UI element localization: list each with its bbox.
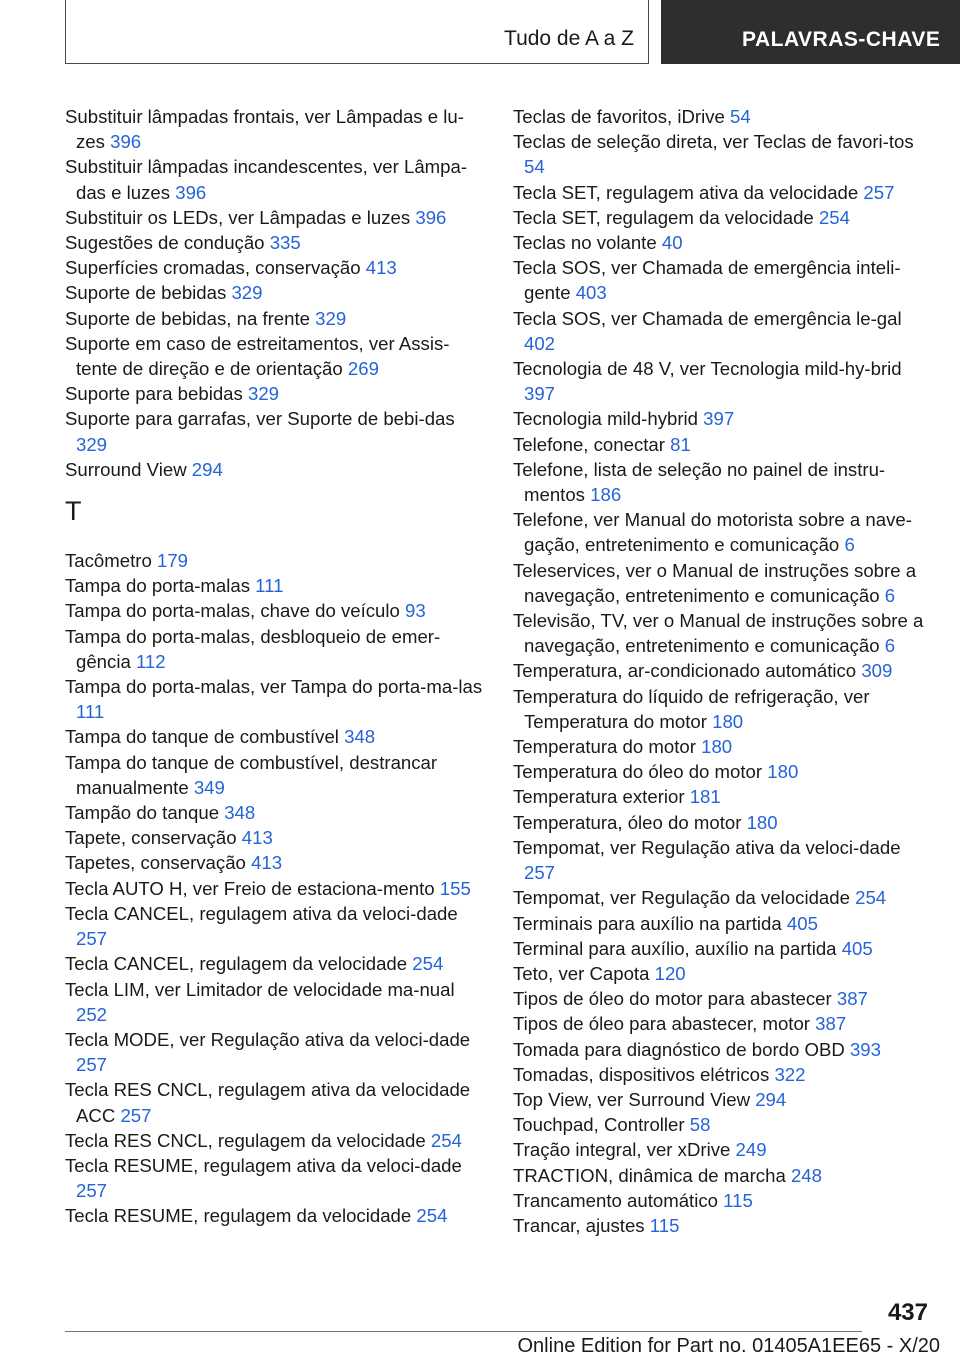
index-entry [65,901,485,951]
index-entry [65,1203,485,1228]
index-entry [65,154,485,204]
page-reference-link[interactable]: 249 [735,1139,767,1161]
index-entry [65,1027,485,1077]
index-entry-text: Telefone, ver Manual do motorista sobre a nave-gação, entretenimento e comunicação [513,509,912,556]
index-entry [65,977,485,1027]
index-entry [513,759,933,784]
index-entry [65,255,485,280]
page-reference-link[interactable]: 6 [884,584,896,606]
page-reference-link[interactable]: 111 [255,575,284,597]
index-entry [513,129,933,179]
index-entry-text: Teclas de favoritos, iDrive [513,106,725,127]
index-entry [65,280,485,305]
index-entry [513,1188,933,1213]
index-entry-text: Sugestões de condução [65,232,265,254]
page-reference-link[interactable]: 179 [156,550,189,572]
page-reference-link[interactable]: 180 [712,710,744,732]
page-reference-link[interactable]: 349 [193,776,225,798]
index-entry [65,331,485,381]
index-entry-text: Tomada para diagnóstico de bordo OBD [513,1038,845,1060]
index-entry [513,1112,933,1137]
index-entry-text: Teclas de seleção direta, ver Teclas de favori-tos [513,131,914,153]
index-entry [513,658,933,683]
index-entry-text: Tipos de óleo para abastecer, motor [513,1013,810,1035]
page-reference-link[interactable]: 405 [786,912,818,934]
index-entry-text: Telefone, lista de seleção no painel de instru-mentos [513,458,886,506]
index-entry-text: Tempomat, ver Regulação ativa da veloci-dade [513,836,901,858]
index-entry [65,381,485,406]
page-reference-link[interactable]: 387 [836,988,868,1010]
index-entry [65,624,485,674]
index-column-right [513,104,933,1238]
page-reference-link[interactable]: 257 [863,181,895,203]
page-reference-link[interactable]: 402 [524,332,556,354]
index-entry-text: Tomadas, dispositivos elétricos [513,1063,770,1085]
page-reference-link[interactable]: 54 [524,156,545,178]
page-reference-link[interactable]: 181 [689,786,721,808]
page-reference-link[interactable]: 180 [767,761,799,783]
index-entry-text: Tampão do tanque [65,802,220,824]
index-entry [65,850,485,875]
page-reference-link[interactable]: 393 [849,1038,881,1060]
page-reference-link[interactable]: 396 [175,181,207,203]
index-entry-text: Tecla CANCEL, regulagem ativa da veloci-dade [65,902,458,924]
index-entry-text: Televisão, TV, ver o Manual de instruções sobre a navegação, entretenimento e comunicação [513,610,924,657]
index-entry [513,961,933,986]
index-entry-text: Tapete, conservação [65,827,237,849]
page-reference-link[interactable]: 186 [590,484,622,506]
page-reference-link[interactable]: 348 [224,802,256,824]
index-entry-text: Terminal para auxílio, auxílio na partida [513,937,837,959]
index-entry-text: Temperatura do óleo do motor [513,761,763,783]
page-reference-link[interactable]: 155 [439,877,471,899]
index-entry-text: Substituir lâmpadas incandescentes, ver Lâmpa-das e luzes [65,156,468,203]
index-entry [513,1062,933,1087]
index-entry-text: Tecla LIM, ver Limitador de velocidade ma-nual [65,978,455,1000]
index-entry [65,598,485,623]
index-entry [65,457,485,482]
index-entry-text: Tecla SOS, ver Chamada de emergência le-gal [513,307,902,329]
index-entry-text: Temperatura, óleo do motor [513,811,742,833]
index-entry-text: Teclas no volante [513,232,657,254]
index-entry [513,810,933,835]
index-entry [65,951,485,976]
index-column-left [65,104,485,1229]
index-entry [65,1077,485,1127]
page-reference-link[interactable]: 254 [412,953,444,975]
page-reference-link[interactable]: 257 [76,1180,108,1202]
index-entry-text: Teleservices, ver o Manual de instruções sobre a navegação, entretenimento e comunicação [513,559,917,606]
page-reference-link[interactable]: 248 [790,1164,822,1186]
page-reference-link[interactable]: 58 [689,1114,711,1136]
index-entry [513,230,933,255]
section-title: Tudo de A a Z [504,27,634,50]
index-entry-text: Terminais para auxílio na partida [513,912,782,934]
index-entry-text: Superfícies cromadas, conservação [65,257,361,279]
index-entry-text: Tecla SOS, ver Chamada de emergência inteli-gente [513,257,901,304]
index-entry-text: Tampa do porta-malas, desbloqueio de emer-gência [65,625,441,672]
index-entry-text: Suporte para garrafas, ver Suporte de bebi-das [65,408,455,430]
index-entry-text: Touchpad, Controller [513,1114,685,1136]
index-entry [513,1213,933,1238]
index-entry-text: Suporte de bebidas [65,282,227,304]
index-entry-text: TRACTION, dinâmica de marcha [513,1164,786,1186]
index-entry [513,432,933,457]
index-entry [513,1037,933,1062]
page-reference-link[interactable]: 120 [654,962,686,984]
index-entry-text: Tecnologia mild-hybrid [513,408,698,430]
page-reference-link[interactable]: 257 [120,1104,152,1126]
index-entry-text: Tampa do porta-malas, chave do veículo [65,600,400,622]
page-reference-link[interactable]: 180 [701,736,733,758]
page-reference-link[interactable]: 257 [76,1054,108,1076]
index-entry [513,1163,933,1188]
index-entry-text: Tecla CANCEL, regulagem da velocidade [65,953,408,975]
index-entry [65,306,485,331]
index-list-t-continued [513,104,933,1238]
index-entry-text: Tração integral, ver xDrive [513,1139,731,1161]
index-entry [513,1137,933,1162]
page-reference-link[interactable]: 413 [251,852,283,874]
index-entry-text: Tampa do tanque de combustível [65,726,339,748]
index-entry [513,936,933,961]
page-reference-link[interactable]: 396 [415,206,447,228]
index-entry [65,724,485,749]
index-entry-text: Temperatura do líquido de refrigeração, ver Temperatura do motor [513,685,870,732]
index-entry [513,457,933,507]
index-entry-text: Tecla RESUME, regulagem da velocidade [65,1205,412,1227]
index-entry [513,180,933,205]
index-entry [513,255,933,305]
page-reference-link[interactable]: 413 [365,257,397,279]
page-reference-link[interactable]: 112 [135,650,166,672]
index-entry [513,911,933,936]
page-reference-link[interactable]: 309 [861,660,893,682]
index-entry-text: Temperatura do motor [513,736,696,758]
page-reference-link[interactable]: 252 [76,1003,108,1025]
page-reference-link[interactable]: 397 [703,408,735,430]
page-reference-link[interactable]: 257 [524,862,556,884]
page-reference-link[interactable]: 329 [247,383,280,405]
index-entry-text: Suporte em caso de estreitamentos, ver Assis-tente de direção e de orientação [65,332,450,380]
index-entry [513,104,933,129]
index-entry [513,558,933,608]
index-entry [65,825,485,850]
index-entry [65,573,485,598]
page-reference-link[interactable]: 180 [746,811,778,833]
page-reference-link[interactable]: 348 [344,726,376,748]
index-entry [65,1153,485,1203]
index-entry [513,734,933,759]
page-reference-link[interactable]: 81 [670,433,691,455]
page-reference-link[interactable]: 6 [884,635,896,657]
index-entry [513,684,933,734]
index-entry [513,205,933,230]
index-entry-text: Temperatura exterior [513,786,685,808]
index-entry-text: Trancar, ajustes [513,1214,645,1236]
page-reference-link[interactable]: 329 [315,307,347,329]
page-reference-link[interactable]: 413 [241,827,273,849]
index-entry-text: Temperatura, ar-condicionado automático [513,660,857,682]
category-tab-label: PALAVRAS-CHAVE [742,28,941,51]
index-entry [513,986,933,1011]
index-entry [65,674,485,724]
header-title-box [65,0,649,64]
page-reference-link[interactable]: 397 [524,383,556,405]
page-reference-link[interactable]: 396 [110,131,142,153]
index-entry-text: Tapetes, conservação [65,852,246,874]
index-entry [65,406,485,456]
index-entry-text: Tampa do porta-malas [65,575,250,597]
page-reference-link[interactable]: 294 [755,1088,787,1110]
index-entry [65,205,485,230]
page-reference-link[interactable]: 254 [416,1205,448,1227]
index-list-t [65,548,485,1228]
index-entry-text: Tecla AUTO H, ver Freio de estaciona-mento [65,877,435,899]
index-entry [513,1087,933,1112]
footer-edition-text: Online Edition for Part no. 01405A1EE65 - X/20 [517,1335,940,1357]
page-reference-link[interactable]: 257 [76,928,108,950]
page-number: 437 [887,1299,928,1326]
index-entry [65,230,485,255]
index-entry-text: Tecla RES CNCL, regulagem da velocidade [65,1129,426,1151]
index-entry-text: Tecla MODE, ver Regulação ativa da veloci-dade [65,1028,471,1050]
index-entry-text: Tecla SET, regulagem ativa da velocidade [513,181,859,203]
page-reference-link[interactable]: 254 [818,206,850,228]
index-entry [65,800,485,825]
index-entry [513,406,933,431]
index-entry [65,1128,485,1153]
page-reference-link[interactable]: 269 [347,358,379,380]
index-entry-text: Tipos de óleo do motor para abastecer [513,988,832,1010]
page-reference-link[interactable]: 254 [855,887,887,909]
index-entry-text: Tacômetro [65,550,152,572]
page-reference-link[interactable]: 335 [269,232,301,254]
page-reference-link[interactable]: 93 [405,600,426,622]
page-reference-link[interactable]: 40 [661,232,683,254]
index-entry-text: Top View, ver Surround View [513,1088,751,1110]
page-reference-link[interactable]: 254 [430,1129,462,1151]
index-entry-text: Tempomat, ver Regulação da velocidade [513,887,850,909]
page-reference-link[interactable]: 294 [191,458,223,480]
index-entry-text: Trancamento automático [513,1189,718,1211]
index-entry-text: Tecla RES CNCL, regulagem ativa da velocidade ACC [65,1079,471,1126]
index-entry [513,885,933,910]
page-reference-link[interactable]: 115 [649,1214,680,1236]
index-entry [65,548,485,573]
index-entry [65,750,485,800]
page-reference-link[interactable]: 111 [76,701,105,723]
index-entry-text: Tecla SET, regulagem da velocidade [513,206,814,228]
page-reference-link[interactable]: 322 [774,1063,806,1085]
index-entry-text: Teto, ver Capota [513,962,650,984]
index-entry-text: Suporte para bebidas [65,383,243,405]
index-entry-text: Tampa do porta-malas, ver Tampa do porta-ma-las [65,676,483,698]
section-letter: T [65,496,82,527]
index-entry-text: Telefone, conectar [513,433,665,455]
footer-divider [65,1331,862,1332]
index-entry [513,835,933,885]
index-entry-text: Surround View [65,458,187,480]
index-list-s [65,104,485,482]
index-entry [513,507,933,557]
index-entry [65,104,485,154]
page-reference-link[interactable]: 54 [730,106,751,127]
page-reference-link[interactable]: 405 [841,937,873,959]
index-entry-text: Suporte de bebidas, na frente [65,307,310,329]
index-entry [513,608,933,658]
index-entry [65,876,485,901]
index-entry-text: Substituir lâmpadas frontais, ver Lâmpadas e lu-zes [65,106,464,153]
index-entry-text: Substituir os LEDs, ver Lâmpadas e luzes [65,206,411,228]
page-reference-link[interactable]: 329 [76,433,108,455]
index-entry-text: Tampa do tanque de combustível, destrancar manualmente [65,751,438,798]
index-entry [513,784,933,809]
page-reference-link[interactable]: 329 [231,282,263,304]
page-reference-link[interactable]: 115 [723,1189,753,1211]
index-entry-text: Tecnologia de 48 V, ver Tecnologia mild-hy-brid [513,358,902,380]
index-entry [513,1011,933,1036]
index-entry-text: Tecla RESUME, regulagem ativa da veloci-dade [65,1154,462,1176]
index-entry [513,356,933,406]
page-reference-link[interactable]: 6 [844,534,855,556]
index-entry [513,306,933,356]
page-reference-link[interactable]: 403 [575,282,607,304]
category-tab [661,0,960,64]
page-reference-link[interactable]: 387 [815,1013,847,1035]
